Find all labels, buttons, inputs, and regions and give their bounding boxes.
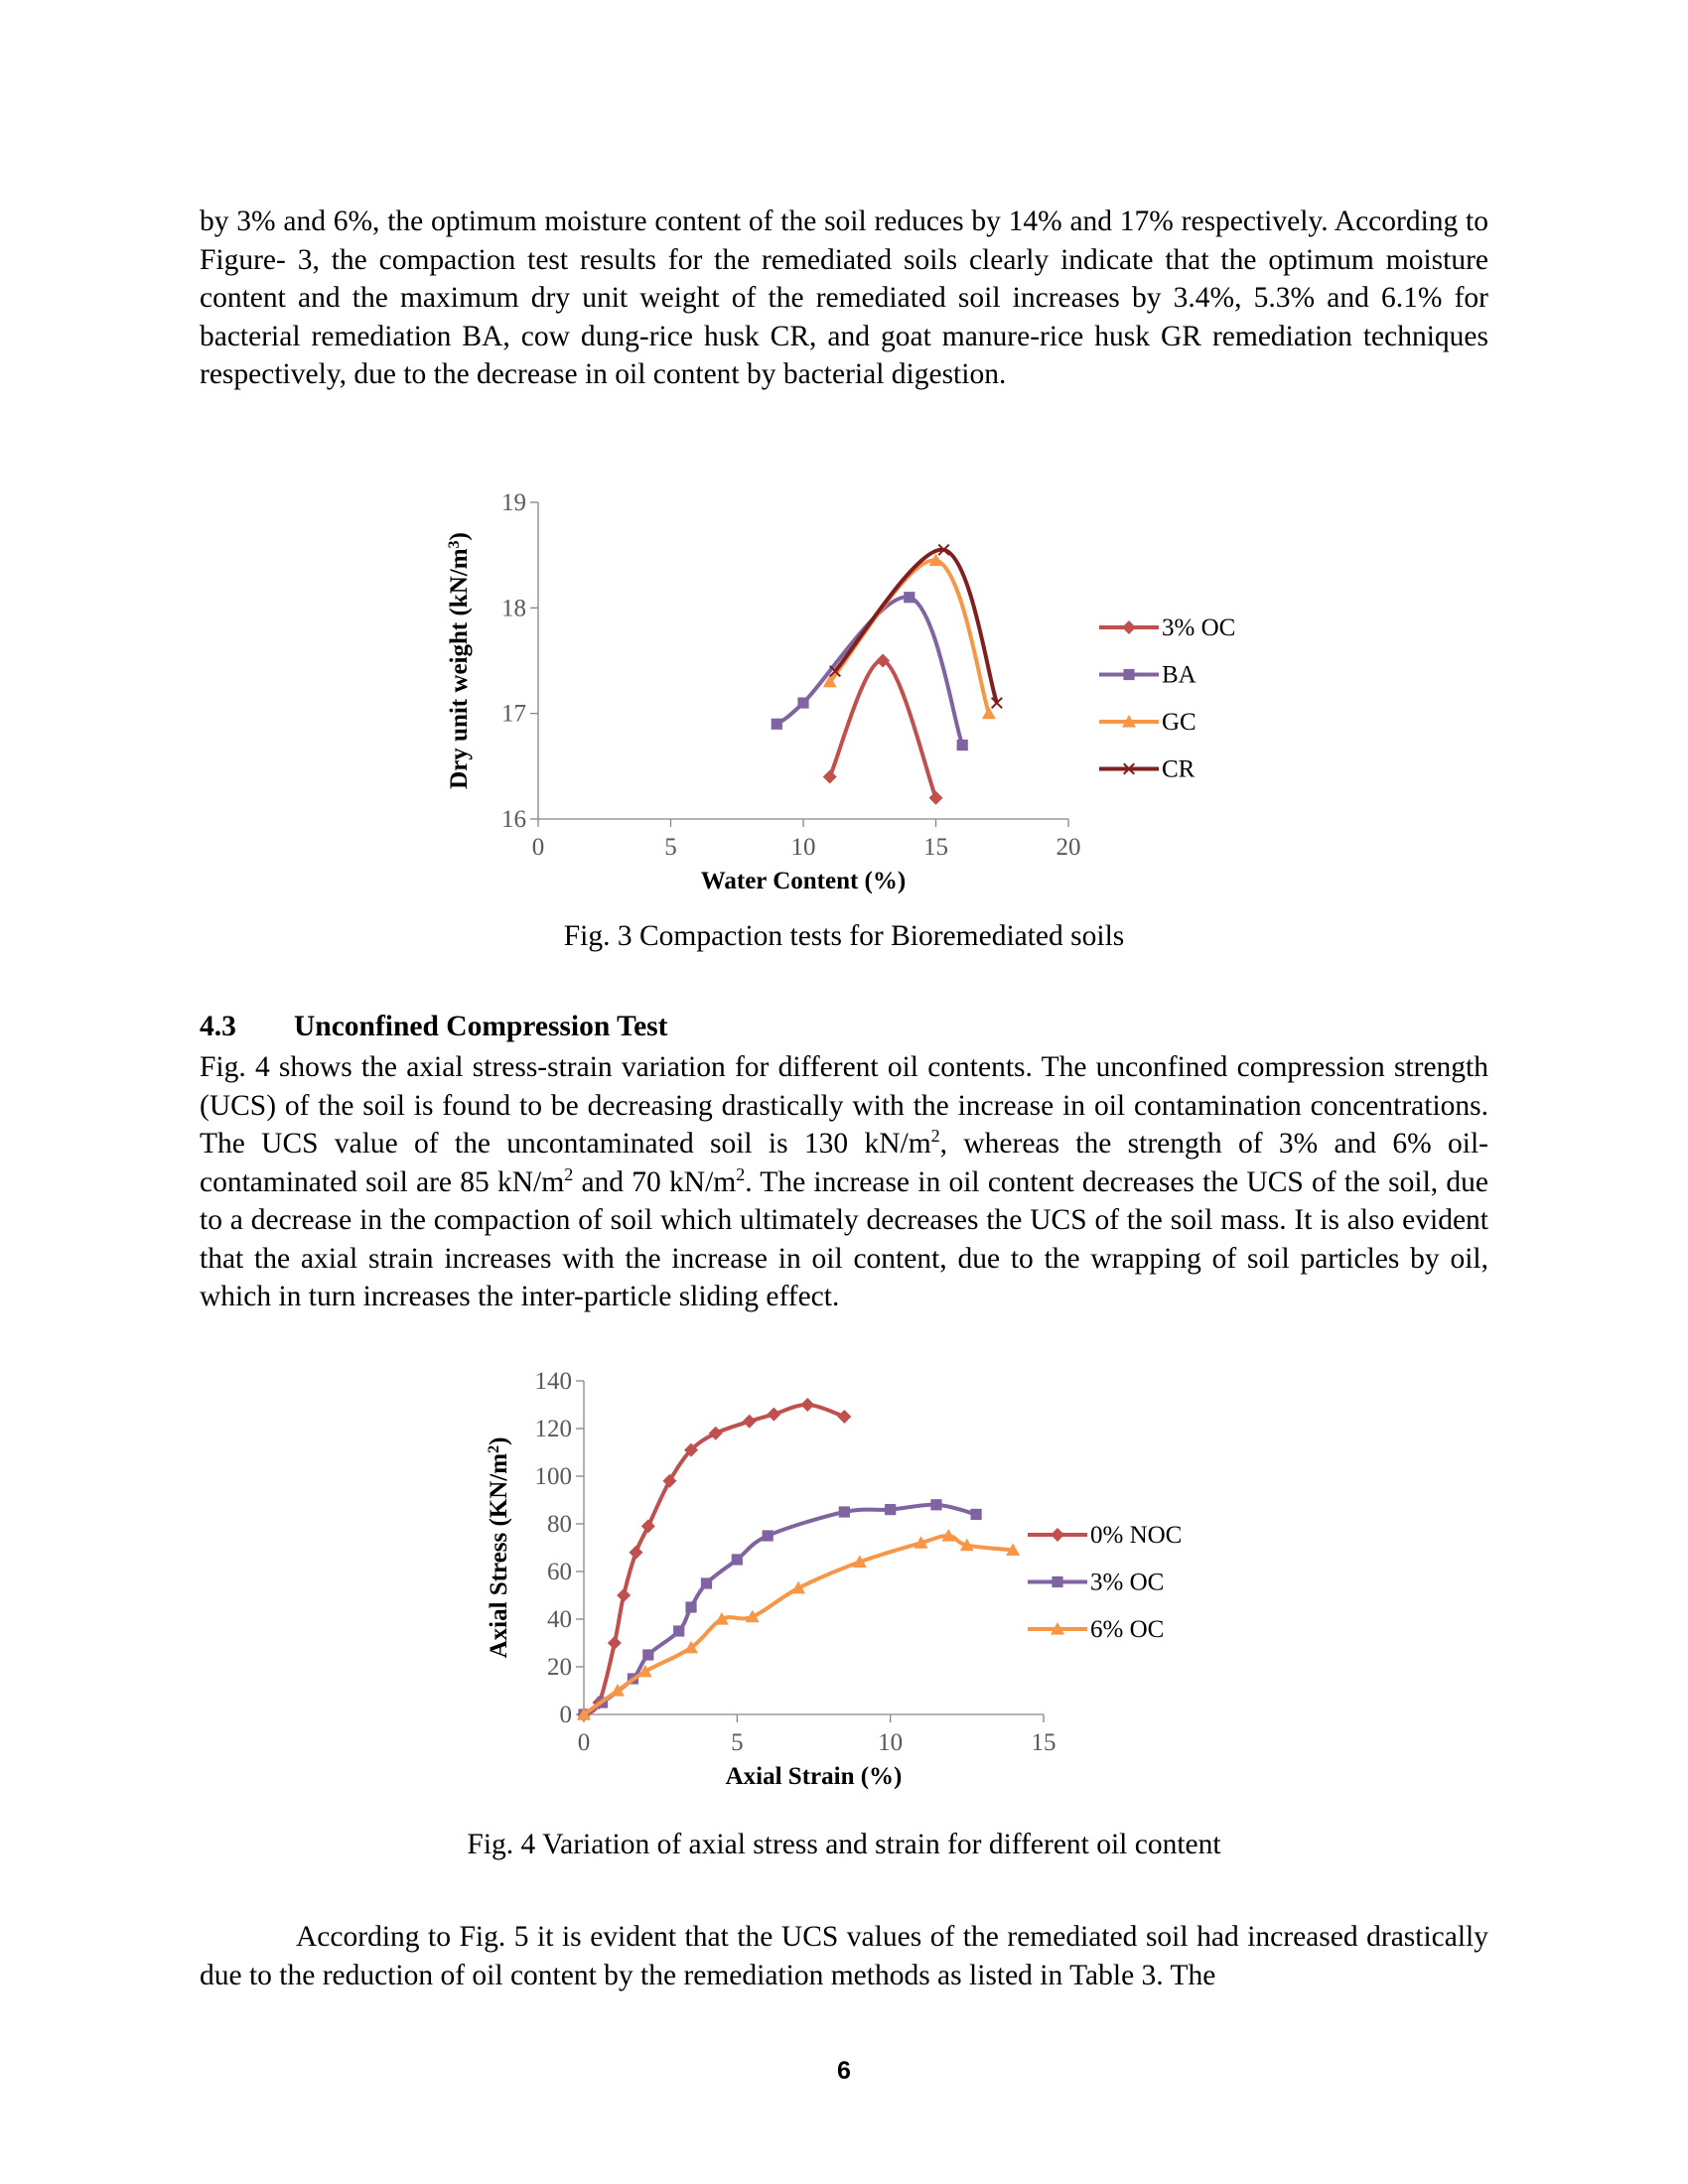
ucs-sup-2: 2 [564, 1163, 574, 1184]
series-line [830, 660, 936, 797]
ucs-text-part-4: . The increase in oil content decreases the UCS of the soil, due to a decrease in the compaction of soil which ultimately decreases the UCS of the soil mass. It is also evident that the axial strain increases with the increase in oil content, due to the wrapping of soil particles by oil, which in turn increases the inter-particle sliding effect. [200, 1165, 1488, 1312]
ucs-sup-1: 2 [930, 1126, 940, 1146]
data-point-square [885, 1504, 896, 1515]
legend-label: 3% OC [1090, 1569, 1165, 1596]
data-point-square [673, 1625, 684, 1636]
x-tick-label: 15 [1031, 1729, 1056, 1756]
x-tick-label: 10 [878, 1729, 904, 1756]
series-3-oc [823, 654, 943, 805]
y-tick-label: 18 [501, 595, 526, 622]
legend-entry [1099, 709, 1196, 736]
legend-label: CR [1162, 755, 1196, 783]
data-point-diamond [823, 769, 837, 783]
ucs-text-part-1: Fig. 4 shows the axial stress-strain variation for different oil contents. The unconfined compression strength (UCS) of the soil is found to be decreasing drastically with the increase in oil contamination concentrations. The UCS value of the uncontaminated soil is 130 kN/m [200, 1051, 1488, 1160]
data-point-square [904, 592, 914, 603]
data-point-square [772, 719, 782, 730]
legend-entry [1099, 662, 1196, 689]
series-line [584, 1405, 844, 1714]
paragraph-ucs [200, 1048, 1488, 1316]
ucs-sup-3: 2 [736, 1163, 746, 1184]
data-point-triangle [982, 707, 996, 720]
data-point-square [701, 1577, 712, 1588]
legend-entry [1099, 756, 1196, 783]
data-point-square [1052, 1576, 1062, 1587]
y-axis-title: Dry unit weight $(kN/m^3)$ [445, 532, 473, 789]
y-tick-label: 19 [501, 489, 526, 516]
y-tick-label: 100 [534, 1463, 572, 1490]
legend-label: 6% OC [1090, 1616, 1165, 1643]
x-tick-label: 0 [577, 1729, 591, 1756]
section-heading [200, 1011, 667, 1043]
figure-3-compaction-chart [0, 477, 1688, 913]
x-tick-label: 0 [531, 834, 545, 861]
data-point-diamond [709, 1427, 723, 1440]
data-point-square [685, 1601, 696, 1612]
data-point-diamond [1051, 1528, 1064, 1542]
figure-4-caption: Fig. 4 Variation of axial stress and strain for different oil content [467, 1829, 1221, 1860]
paragraph-remediated-ucs: According to Fig. 5 it is evident that the UCS values of the remediated soil had increased drastically due to the reduction of oil content by the remediation methods as listed in Table 3. The [200, 1921, 1488, 1991]
y-tick-label: 40 [547, 1606, 572, 1633]
data-point-diamond [617, 1588, 631, 1602]
y-tick-label: 20 [547, 1654, 572, 1681]
series-line [835, 550, 997, 703]
data-point-diamond [767, 1408, 780, 1422]
figure-3-chart-layer [446, 489, 1236, 894]
y-axis-title: Axial Stress $(KN/m^2)$ [485, 1436, 512, 1659]
section-title: Unconfined Compression Test [294, 1011, 668, 1042]
series-6-oc [577, 1529, 1020, 1720]
ucs-text-part-3: and 70 kN/m [573, 1165, 737, 1198]
y-tick-label: 60 [547, 1559, 572, 1585]
legend-entry [1028, 1616, 1164, 1643]
x-tick-label: 5 [731, 1729, 744, 1756]
data-point-diamond [641, 1519, 655, 1533]
data-point-square [970, 1509, 981, 1520]
y-tick-label: 120 [534, 1416, 572, 1442]
x-tick-label: 20 [1055, 834, 1081, 861]
data-point-diamond [837, 1410, 851, 1424]
data-point-square [839, 1506, 850, 1517]
y-tick-label: 140 [534, 1368, 572, 1395]
data-point-square [957, 740, 968, 751]
x-tick-label: 10 [790, 834, 816, 861]
data-point-diamond [800, 1398, 814, 1412]
series-0-noc [577, 1398, 851, 1721]
data-point-diamond [629, 1546, 642, 1560]
y-tick-label: 16 [501, 806, 526, 833]
data-point-square [763, 1530, 774, 1541]
y-tick-label: 80 [547, 1511, 572, 1538]
section-number: 4.3 [200, 1011, 236, 1042]
data-point-square [732, 1554, 743, 1565]
data-point-diamond [929, 791, 943, 805]
legend-label: GC [1162, 709, 1196, 736]
ucs-text-part-2: , whereas the strength of 3% and 6% oil-contaminated soil are 85 kN/m [200, 1128, 1489, 1198]
figure-4-stress-strain-chart [0, 1350, 1688, 1807]
figure-4-chart-layer [486, 1368, 1183, 1790]
series-3-oc [578, 1499, 981, 1719]
data-point-diamond [608, 1636, 622, 1650]
paragraph-compaction-results: by 3% and 6%, the optimum moisture content of the soil reduces by 14% and 17% respectively. According to Figure- 3, the compaction test results for the remediated soils clearly indicate that the optimum moisture content and the maximum dry unit weight of the remediated soil increases by 3.4%, 5.3% and 6.1% for bacterial remediation BA, cow dung-rice husk CR, and goat manure-rice husk GR remediation techniques respectively, due to the decrease in oil content by bacterial digestion. [200, 205, 1488, 390]
x-tick-label: 5 [664, 834, 677, 861]
figure-3-caption: Fig. 3 Compaction tests for Bioremediated soils [563, 920, 1125, 952]
legend-label: 0% NOC [1090, 1522, 1183, 1549]
series-line [584, 1536, 1013, 1714]
data-point-square [930, 1499, 941, 1510]
data-point-diamond [743, 1415, 757, 1429]
y-tick-label: 17 [501, 700, 526, 728]
legend-label: 3% OC [1162, 614, 1236, 641]
x-axis-title: Axial Strain (%) [725, 1763, 903, 1790]
legend-entry [1028, 1570, 1164, 1596]
data-point-diamond [1122, 620, 1136, 634]
page-number: 6 [837, 2057, 851, 2085]
data-point-square [642, 1649, 653, 1660]
x-axis-title: Water Content (%) [700, 868, 907, 894]
legend-label: BA [1162, 661, 1196, 689]
data-point-square [1123, 669, 1134, 680]
series-gc [823, 553, 996, 719]
y-tick-label: 0 [559, 1702, 572, 1728]
data-point-square [797, 697, 808, 708]
legend-entry [1099, 614, 1235, 641]
x-tick-label: 15 [923, 834, 948, 861]
legend-entry [1028, 1522, 1182, 1549]
